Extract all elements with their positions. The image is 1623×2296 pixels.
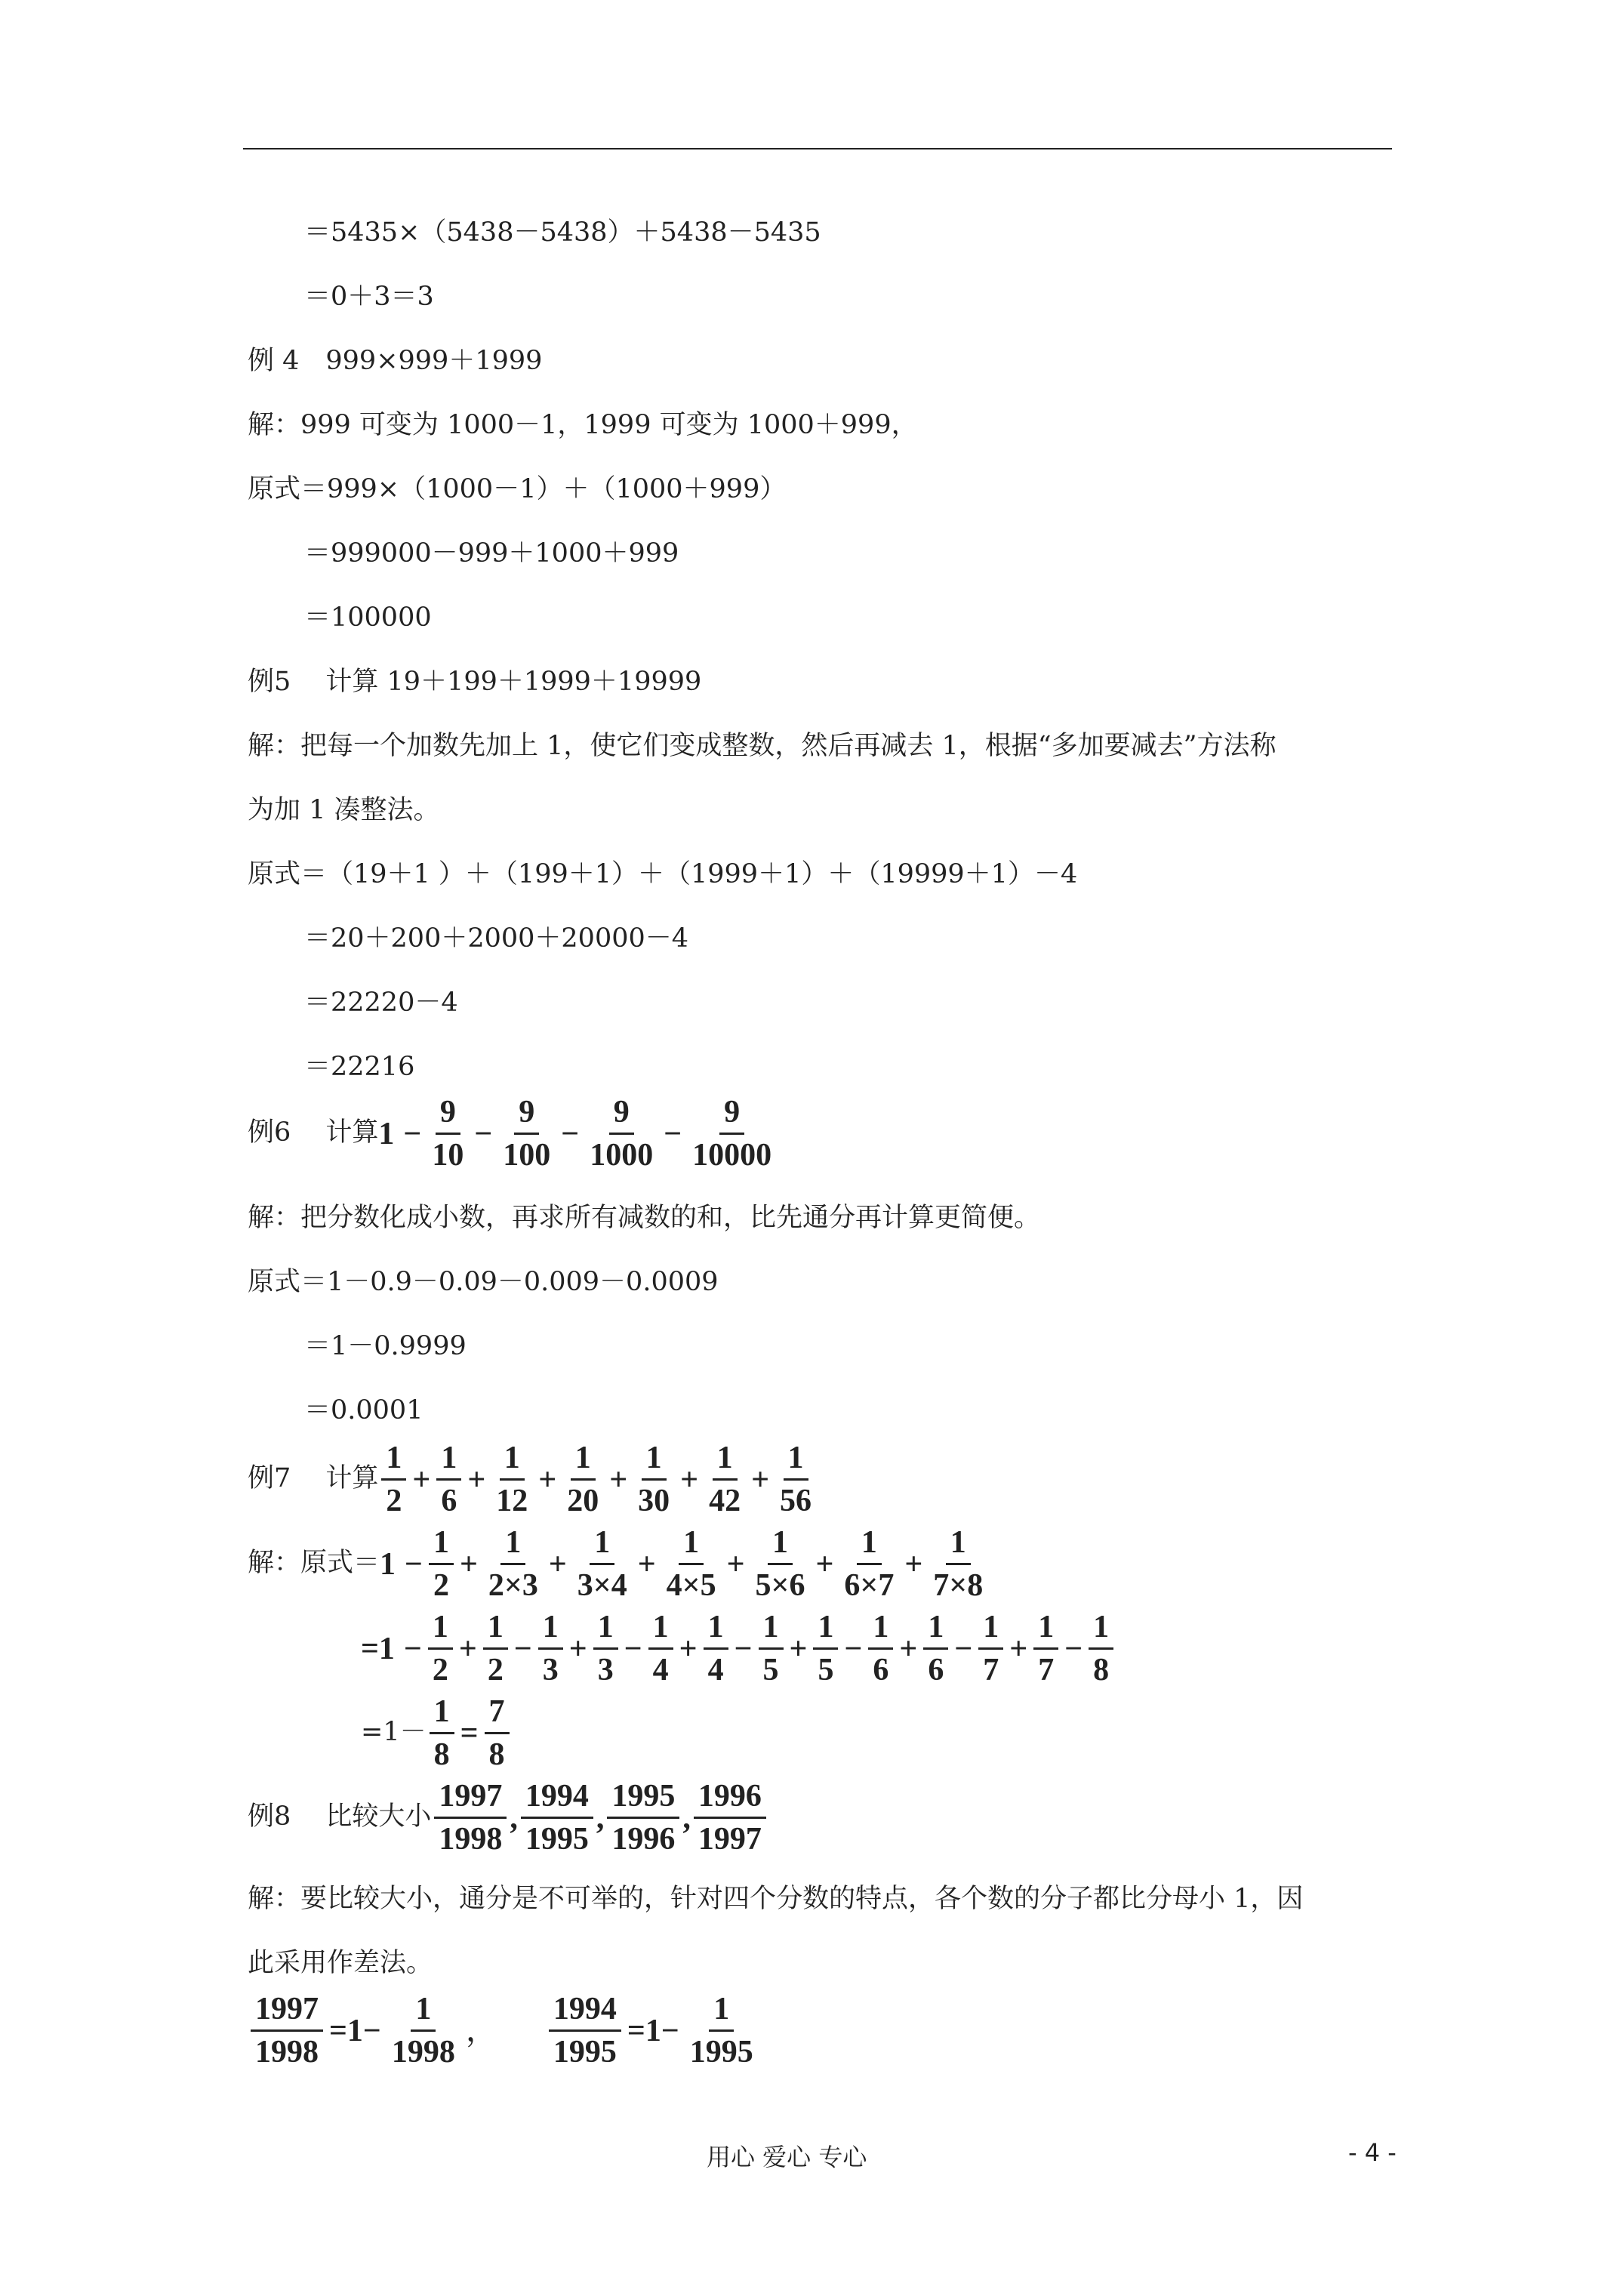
fraction [688,1096,776,1171]
denominator: 4 [707,1653,724,1687]
fraction [704,1611,728,1686]
denominator: 6 [873,1653,889,1687]
math-number: 1 [380,1546,396,1582]
numerator: 1 [593,1611,618,1650]
math-operator: + [609,1462,628,1497]
separator: , [682,1800,691,1835]
math-expression [248,1993,761,2068]
math-operator: + [751,1462,770,1497]
text-line: ＝1－0.9999 [304,1331,467,1361]
fraction [430,1696,454,1771]
fraction [1033,1611,1058,1686]
numerator: 1 [978,1611,1003,1650]
fraction [498,1096,555,1171]
numerator: 1 [1089,1611,1113,1650]
separator: , [596,1800,605,1835]
numerator: 1 [709,1993,734,2032]
math-operator: + [637,1546,656,1582]
math-text: =1－ [361,1717,427,1747]
fraction [923,1611,948,1686]
fraction [251,1993,323,2068]
math-expression [378,1096,779,1171]
fraction [633,1442,674,1517]
math-number: =1 [361,1631,395,1666]
math-expression [380,1527,990,1601]
solution-label: 解：原式＝ [248,1548,380,1578]
math-operator: − [1064,1631,1083,1666]
numerator: 1 [381,1442,406,1481]
example-heading: 例5 计算 19＋199＋1999＋19999 [248,667,702,697]
numerator: 1 [436,1442,461,1481]
numerator: 1 [784,1442,808,1481]
text-line: 原式＝999×（1000－1）＋（1000＋999） [248,474,787,504]
math-expression [361,1611,1116,1686]
denominator: 1995 [553,2035,617,2069]
numerator: 1 [768,1527,793,1565]
denominator: 2 [386,1484,402,1518]
numerator: 1 [430,1696,454,1734]
fraction [759,1611,784,1686]
text-line: 原式＝1－0.9－0.09－0.009－0.0009 [248,1267,719,1297]
example-6 [248,1096,779,1171]
numerator: 7 [485,1696,510,1734]
denominator: 3 [542,1653,559,1687]
example-8 [248,1780,769,1855]
text-line: ＝20＋200＋2000＋20000－4 [304,923,689,954]
solution-line [248,1527,990,1601]
numerator: 1994 [521,1780,593,1819]
numerator: 1995 [607,1780,679,1819]
fraction [387,1993,460,2068]
numerator: 1 [500,1442,525,1481]
numerator: 1 [857,1527,882,1565]
math-operator: − [513,1631,532,1666]
fraction [491,1442,532,1517]
math-operator: − [734,1631,753,1666]
math-expression [378,1442,819,1517]
fraction [929,1527,987,1601]
denominator: 1998 [255,2035,319,2069]
math-operator: − [403,1631,422,1666]
fraction [593,1611,618,1686]
denominator: 2 [433,1568,449,1603]
math-operator: + [568,1631,587,1666]
denominator: 20 [567,1484,599,1518]
example-label: 例6 计算 [248,1117,379,1148]
fraction [428,1611,453,1686]
numerator: 1 [429,1527,454,1565]
fraction [549,1993,621,2068]
fraction [607,1780,679,1855]
denominator: 6 [441,1484,457,1518]
fraction [484,1527,543,1601]
denominator: 6×7 [844,1568,895,1603]
numerator: 1 [868,1611,893,1650]
fraction [775,1442,816,1517]
fraction [521,1780,593,1855]
denominator: 1995 [525,1822,589,1857]
fraction [978,1611,1003,1686]
denominator: 4 [652,1653,669,1687]
fraction [427,1096,468,1171]
denominator: 4×5 [666,1568,716,1603]
numerator: 9 [719,1096,744,1135]
math-operator: + [458,1631,477,1666]
text-line: ＝999000－999＋1000＋999 [304,538,679,569]
denominator: 8 [488,1737,505,1772]
numerator: 1997 [434,1780,507,1819]
denominator: 7 [983,1653,999,1687]
math-operator: + [467,1462,486,1497]
denominator: 1000 [590,1138,654,1173]
denominator: 7 [1038,1653,1055,1687]
fraction [434,1780,507,1855]
math-expression [427,1696,513,1771]
numerator: 1 [500,1527,525,1565]
denominator: 10 [432,1138,464,1173]
denominator: 2×3 [488,1568,538,1603]
solution-line [361,1611,1116,1686]
math-operator: + [679,1631,698,1666]
math-operator: − [664,1116,682,1151]
math-operator: + [412,1462,431,1497]
text-line: 解：999 可变为 1000－1，1999 可变为 1000＋999， [248,410,918,440]
denominator: 10000 [692,1138,772,1173]
text-line: ＝22216 [304,1052,415,1082]
numerator: 1 [1033,1611,1058,1650]
example-label: 例8 比较大小 [248,1801,432,1832]
solution-line [361,1696,513,1771]
numerator: 9 [609,1096,634,1135]
numerator: 9 [436,1096,460,1135]
separator: , [510,1800,518,1835]
numerator: 1994 [549,1993,621,2032]
fraction [662,1527,721,1601]
text-line: ＝5435×（5438－5438）＋5438－5435 [304,217,821,248]
text-line: ＝0＋3＝3 [304,282,434,312]
math-operator: − [954,1631,973,1666]
numerator: 9 [514,1096,539,1135]
separator: ， [465,2013,497,2048]
text-line: 原式＝（19＋1 ）＋（199＋1）＋（1999＋1）＋（19999＋1）－4 [248,859,1078,889]
fraction [751,1527,810,1601]
fraction [585,1096,658,1171]
denominator: 1998 [391,2035,455,2069]
page-number: - 4 - [1348,2138,1397,2167]
fraction [685,1993,758,2068]
math-operator: + [904,1546,923,1582]
math-operator: − [844,1631,863,1666]
fraction [813,1611,838,1686]
denominator: 3×4 [577,1568,627,1603]
numerator: 1 [648,1611,673,1650]
numerator: 1 [428,1611,453,1650]
denominator: 100 [503,1138,551,1173]
numerator: 1 [538,1611,563,1650]
denominator: 1996 [611,1822,676,1857]
math-expression [431,1780,769,1855]
math-operator: + [1009,1631,1028,1666]
math-operator: − [403,1116,422,1151]
text-line: ＝0.0001 [304,1395,423,1425]
math-operator: + [680,1462,699,1497]
math-operator: + [899,1631,918,1666]
denominator: 12 [496,1484,528,1518]
math-operator: = [460,1715,479,1751]
formula-line [248,1993,761,2068]
numerator: 1 [946,1527,971,1565]
math-operator: =1− [627,2013,679,2048]
denominator: 5 [762,1653,779,1687]
text-line: 解：把分数化成小数，再求所有减数的和，比先通分再计算更简便。 [248,1203,1041,1233]
math-operator: =1− [329,2013,381,2048]
text-line: 解：要比较大小，通分是不可举的，针对四个分数的特点，各个数的分子都比分母小 1，因 [248,1884,1304,1914]
denominator: 1995 [689,2035,753,2069]
numerator: 1 [713,1442,738,1481]
numerator: 1 [483,1611,508,1650]
text-line: 为加 1 凑整法。 [248,795,440,825]
fraction [573,1527,632,1601]
denominator: 2 [487,1653,504,1687]
fraction [694,1780,766,1855]
denominator: 42 [709,1484,741,1518]
numerator: 1 [590,1527,614,1565]
math-operator: − [405,1546,423,1582]
example-heading: 例 4 999×999＋1999 [248,346,543,376]
math-operator: + [459,1546,478,1582]
denominator: 6 [928,1653,944,1687]
fraction [1089,1611,1113,1686]
text-line: ＝100000 [304,603,432,633]
numerator: 1997 [251,1993,323,2032]
example-7 [248,1442,819,1517]
text-line: ＝22220－4 [304,988,458,1018]
math-operator: + [815,1546,834,1582]
denominator: 56 [780,1484,812,1518]
numerator: 1 [571,1442,596,1481]
math-operator: + [548,1546,567,1582]
denominator: 30 [638,1484,670,1518]
fraction [381,1442,406,1517]
fraction [485,1696,510,1771]
fraction [648,1611,673,1686]
fraction [562,1442,603,1517]
math-operator: − [474,1116,493,1151]
fraction [868,1611,893,1686]
numerator: 1 [704,1611,728,1650]
fraction [483,1611,508,1686]
example-label: 例7 计算 [248,1463,379,1493]
math-operator: + [538,1462,557,1497]
text-line: 解：把每一个加数先加上 1，使它们变成整数，然后再减去 1，根据“多加要减去”方法称 [248,731,1277,761]
math-operator: − [624,1631,642,1666]
numerator: 1 [679,1527,704,1565]
math-operator: − [561,1116,580,1151]
fraction [429,1527,454,1601]
numerator: 1 [411,1993,436,2032]
denominator: 2 [432,1653,448,1687]
denominator: 1998 [439,1822,503,1857]
fraction [704,1442,745,1517]
footer-slogan: 用心 爱心 专心 [707,2143,867,2171]
denominator: 7×8 [933,1568,984,1603]
math-number: 1 [378,1116,395,1151]
denominator: 1997 [698,1822,762,1857]
numerator: 1 [759,1611,784,1650]
fraction [839,1527,898,1601]
denominator: 8 [433,1737,450,1772]
denominator: 5 [818,1653,834,1687]
denominator: 5×6 [755,1568,805,1603]
fraction [436,1442,461,1517]
numerator: 1 [642,1442,667,1481]
header-rule [243,148,1392,149]
denominator: 3 [597,1653,614,1687]
numerator: 1 [923,1611,948,1650]
text-line: 此采用作差法。 [248,1948,433,1978]
math-operator: + [726,1546,745,1582]
numerator: 1 [813,1611,838,1650]
fraction [538,1611,563,1686]
numerator: 1996 [694,1780,766,1819]
math-operator: + [789,1631,808,1666]
denominator: 8 [1093,1653,1110,1687]
